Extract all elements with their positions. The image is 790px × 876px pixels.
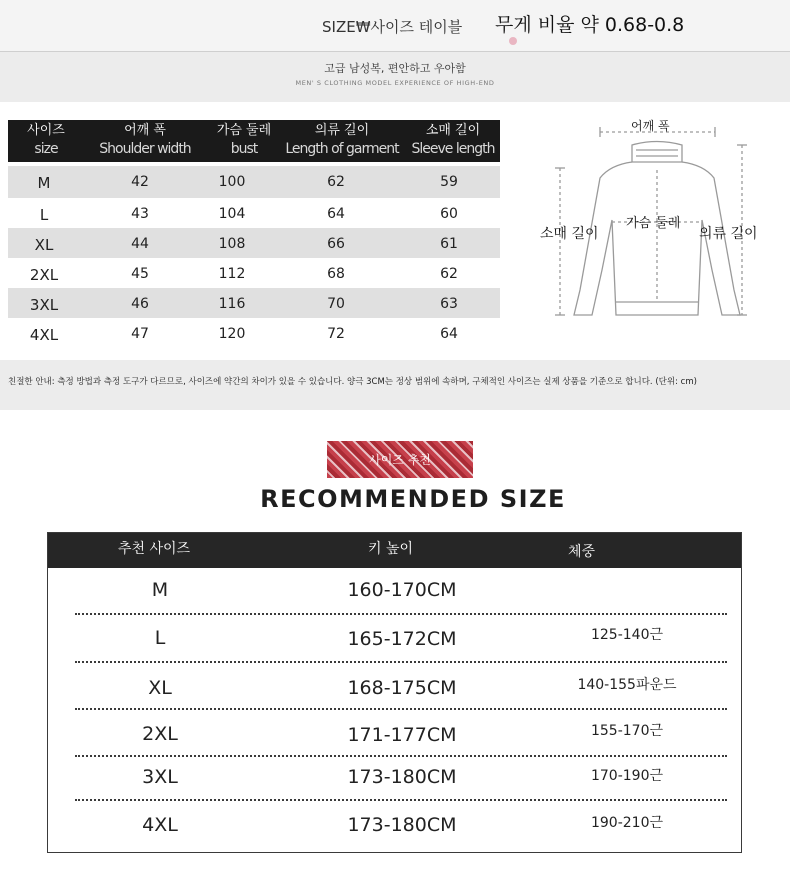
col-length: 의류 길이 Length of garment — [285, 123, 399, 157]
spec-row: 4XL 47 120 72 64 — [8, 318, 500, 350]
table-row: L 165-172CM 125-140근 — [154, 627, 664, 650]
row-divider — [75, 661, 727, 663]
garment-diagram — [530, 110, 785, 335]
row-divider — [75, 708, 727, 710]
recommend-badge — [327, 441, 473, 478]
measurement-notice: 친절한 안내: 측정 방법과 측정 도구가 다르므로, 사이즈에 약간의 차이가 있을 수 있습니다. 양극 3CM는 정상 범위에 속하며, 구체적인 사이즈는 실제 상품을 기준으로 합니다. (단위: cm) — [8, 377, 697, 387]
spec-table-header — [8, 120, 500, 162]
col-bust: 가슴 둘레 bust — [216, 123, 272, 157]
header-height: 키 높이 — [368, 541, 414, 557]
slogan-english: MEN' S CLOTHING MODEL EXPERIENCE OF HIGH-END — [295, 79, 495, 87]
header-recommended-size: 추천 사이즈 — [118, 541, 191, 557]
table-row: 3XL 173-180CM 170-190근 — [142, 766, 664, 788]
row-divider — [75, 755, 727, 757]
recommended-title: RECOMMENDED SIZE — [260, 485, 566, 513]
spec-row: M 42 100 62 59 — [8, 166, 500, 198]
flower-icon — [509, 37, 517, 45]
spec-row: 2XL 45 112 68 62 — [8, 258, 500, 290]
row-divider — [75, 799, 727, 801]
col-sleeve: 소매 길이 Sleeve length — [411, 123, 495, 157]
badge-text: 사이즈 추천 — [369, 453, 431, 467]
row-divider — [75, 613, 727, 615]
weight-ratio-text: 무게 비율 약 0.68-0.8 — [495, 14, 685, 36]
col-size: 사이즈 size — [27, 123, 65, 157]
diagram-length-label: 의류 길이 — [699, 226, 758, 242]
table-row: 4XL 173-180CM 190-210근 — [142, 814, 664, 836]
spec-row: 3XL 46 116 70 63 — [8, 288, 500, 320]
table-row: M 160-170CM — [151, 579, 457, 601]
table-row: XL 168-175CM 140-155파운드 — [148, 677, 677, 699]
header-weight: 체중 — [568, 544, 596, 560]
size-table-title: SIZE₩사이즈 테이블 — [322, 18, 463, 36]
size-chart-panel — [0, 0, 790, 410]
spec-row: XL 44 108 66 61 — [8, 228, 500, 260]
recommended-size-table — [47, 532, 742, 853]
diagram-bust-label: 가슴 둘레 — [626, 216, 681, 231]
diagram-shoulder-label: 어깨 폭 — [631, 119, 670, 133]
table-row: 2XL 171-177CM 155-170근 — [142, 723, 664, 746]
spec-row: L 43 104 64 60 — [8, 198, 500, 230]
recommended-table-header — [48, 533, 741, 568]
diagram-sleeve-label: 소매 길이 — [540, 226, 599, 242]
size-title-strip — [0, 0, 790, 52]
slogan-korean: 고급 남성복, 편안하고 우아함 — [324, 62, 466, 75]
col-shoulder: 어깨 폭 Shoulder width — [99, 123, 191, 157]
